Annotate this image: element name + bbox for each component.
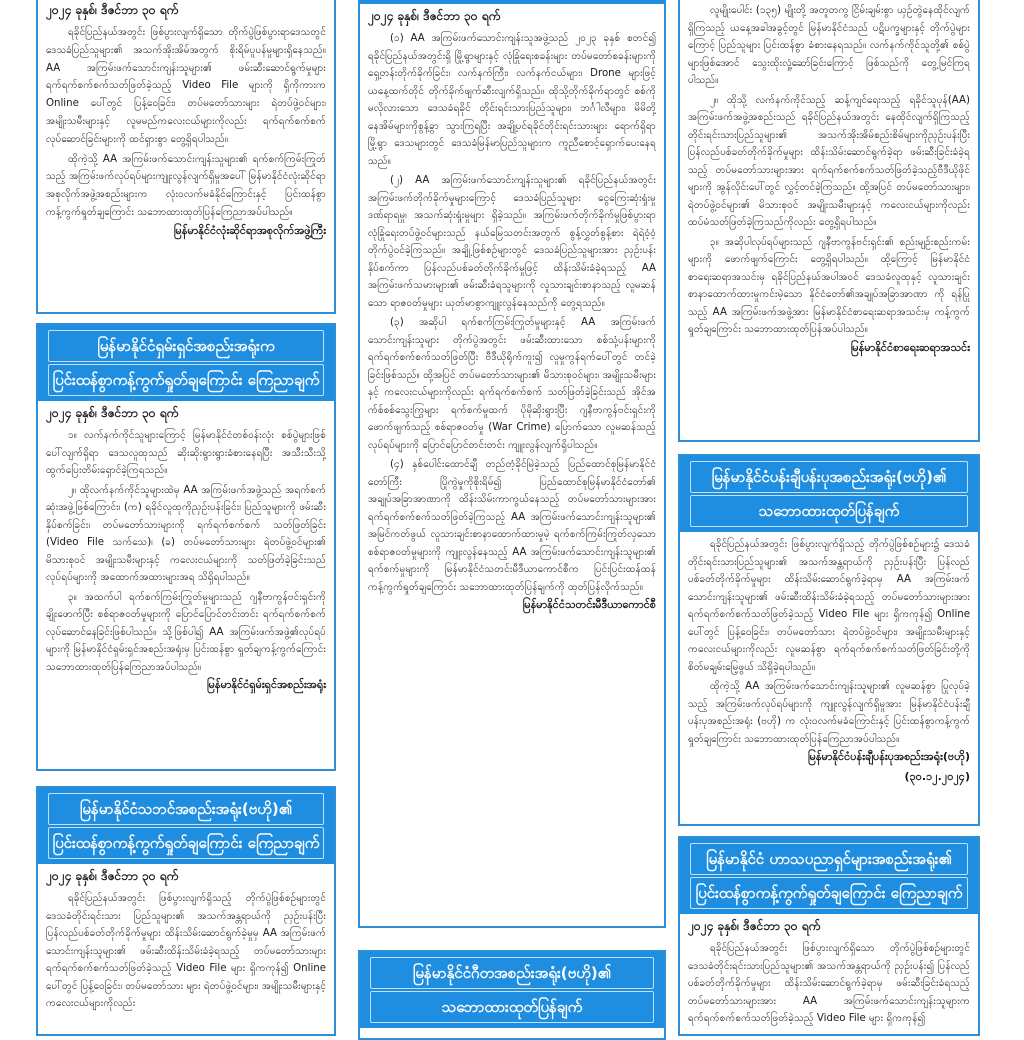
article-media-council [358, 0, 666, 928]
article-body-3: ၃။ အထက်ပါ ရက်စက်ကြမ်းကြုတ်မှုများသည် ဂျနီဗာကွန်ဗင်းရှင်းကို ချိုးဖောက်ပြီး စစ်ရာဇဝတ်မှုများကို ပြောင်ပြောင်တင်းတင်း ရက်ရက်စက်စက် လုပ်ဆောင်နေခြင်းဖြစ်ပါသည်။ သို့ဖြစ်ပါ၍ AA အကြမ်းဖက်အဖွဲ့၏လုပ်ရပ်များကို မြန်မာနိုင်ငံရှမ်းရှင်အစည်းအရုံးမှ ပြင်းထန်စွာ ရှုတ်ချကန့်ကွက်ကြောင်း သဘောထားထုတ်ပြန်ကြေညာအပ်ပါသည်။ [46, 591, 326, 673]
title-line-2: ပြင်းထန်စွာကန့်ကွက်ရှုတ်ချကြောင်း ကြေညာချက် [48, 827, 324, 859]
article-body: လူမျိုးပေါင်း (၁၃၅) မျိုးတို့ အတူတကွ ငြိမ်းချမ်းစွာ ယှဉ်တွဲနေထိုင်လျက်ရှိကြသည့် ယနေ့အခါအခွင့်တွင် မြန်မာနိုင်ငံသည် ပဋိပက္ခများနှင့် တိုက်ပွဲများကြောင့် ပြည်သူများ ပြင်းထန်စွာ ခံစားနေရသည်။ လက်နက်ကိုင်သူတို့၏ စစ်ပွဲများဖြစ်အောင် သွေးထိုးလှုံ့ဆော်ခြင်းကြောင့် ဖြစ်သည်ကို တွေ့မြင်ကြရပါသည်။ [688, 5, 970, 86]
column-3 [678, 0, 980, 1024]
signature: မြန်မာနိုင်ငံပန်းချီပန်းပုအစည်းအရုံး(ဗဟို) [807, 750, 970, 763]
signature: မြန်မာနိုင်ငံသတင်းမီဒီယာကောင်စီ [522, 598, 656, 611]
article-title [360, 952, 664, 1028]
article-writers-association [678, 0, 980, 442]
title-line-2: ပြင်းထန်စွာကန့်ကွက်ရှုတ်ချကြောင်း ကြေညာချက် [48, 364, 324, 396]
article-music-association [358, 950, 666, 1040]
title-line-1: မြန်မာနိုင်ငံသဘင်အစည်းအရုံး(ဗဟို)၏ [48, 793, 324, 825]
article-body-2: ထိုကဲ့သို့ AA အကြမ်းဖက်သောင်းကျန်းသူများ၏ လူမဆန်စွာ ပြုလုပ်ခဲ့သည့် အကြမ်းဖက်လုပ်ရပ်များကို ကျူးလွန်လျက်ရှိမှုအား မြန်မာနိုင်ငံပန်းချီပန်းပုအစည်းအရုံး (ဗဟို) က လုံးဝလက်မခံကြောင်းနှင့် ပြင်းထန်စွာကန့်ကွက်ရှုတ်ချကြောင်း သဘောထားထုတ်ပြန်ကြေညာအပ်ပါသည်။ [688, 681, 970, 745]
article-thabin-association [36, 786, 336, 1036]
article-title [680, 838, 978, 914]
title-line-1: မြန်မာနိုင်ငံ ဟာသပညာရှင်များအစည်းအရုံး၏ [690, 843, 968, 875]
article-comedians-association [678, 836, 980, 1036]
dateline: ၂၀၂၄ ခုနှစ်၊ ဒီဇင်ဘာ ၃၀ ရက် [368, 9, 501, 23]
dateline: ၂၀၂၄ ခုနှစ်၊ ဒီဇင်ဘာ ၃၀ ရက် [688, 919, 821, 933]
article-body-3: ၃။ အဆိုပါလုပ်ရပ်များသည် ဂျနီဗာကွန်ဗင်းရှင်း၏ စည်းမျဉ်းစည်းကမ်းများကို ဖောက်ဖျက်ကြောင်း တွေ့ရှိရပါသည်။ ထို့ကြောင့် မြန်မာနိုင်ငံစာရေးဆရာအသင်းမှ ရခိုင်ပြည်နယ်အပါအဝင် ဒေသခံလူထုနှင့် လူသားချင်းစာနာထောက်ထားမှုကင်းမဲ့သော နိုင်ငံတော်၏အချုပ်အခြာအာဏာ ကို ရန်ပြုသည့် AA အကြမ်းဖက်အဖွဲ့အား မြန်မာနိုင်ငံစာရေးဆရာအသင်းမှ ကန့်ကွက်ရှုတ်ချကြောင်း သဘောထားထုတ်ပြန်အပ်ပါသည်။ [688, 236, 970, 335]
article-body: (၁) AA အကြမ်းဖက်သောင်းကျန်းသူအဖွဲ့သည် ၂၀၂၃ ခုနှစ် စတင်၍ ရခိုင်ပြည်နယ်အတွင်းရှိ မြို့ရွာများနှင့် လုံခြုံရေးစခန်းများ တပ်မတော်စခန်းများကို ရှေ့တန်းတိုက်ခိုက်ခြင်း၊ လက်နက်ကြီး၊ လက်နက်ငယ်များ၊ Drone များဖြင့် ယနေ့ထက်တိုင် တိုက်ခိုက်ဖျက်ဆီးလျက်ရှိသည်။ ထိုသို့တိုက်ခိုက်ရာတွင် စစ်ကိုမလိုလားသော ဒေသခံရခိုင် တိုင်းရင်းသားပြည်သူများ၊ ဘင်္ဂါလီများ၊ မိမိတို့နေအိမ်များကိုစွန့်ခွာ သွားကြရပြီး အချို့ပင်ရခိုင်တိုင်းရင်းသားများ ရောက်ရှိရာ မြို့ရွာ ဒေသများတွင် ဒေသခံမြန်မာပြည်သူများက ကူညီစောင့်ရှောက်ပေးနေရသည်။ [368, 33, 656, 167]
article-body-2: (၂) AA အကြမ်းဖက်သောင်းကျန်းသူများ၏ ရခိုင်ပြည်နယ်အတွင်း အကြမ်းဖက်တိုက်ခိုက်မှုများကြောင့် ဒေသခံပြည်သူများ ငွေကြေးဆုံးရှုံးမှု ဒဏ်ရာရမှု၊ အသက်ဆုံးရှုံးမှုများ ရှိခဲ့သည်။ အကြမ်းဖက်တိုက်ခိုက်မှုဖြစ်ပွားရာ လုံခြုံရေးတပ်ဖွဲ့ဝင်များသည် နယ်မြေသတင်းအတွက် စွန့်လွှတ်စွန့်စား ရဲရဲဝံ့ဝံ့တိုက်ပွဲဝင်ခဲ့ကြသည်။ အချို့ဖြစ်စဉ်များတွင် ဒေသခံပြည်သူများအား ညှဉ်းပန်းနှိပ်စက်ကာ ပြန်လည်ပစ်ခတ်တိုက်ခိုက်မှုဖြင့် ထိန်းသိမ်းခံခဲ့ရသည့် AA အကြမ်းဖက်သမားများ၏ ဖမ်းဆီးခံရသူများကို လူသားချင်းစာနာသည့် လူမဆန်သော ရာဇဝတ်မှုများ ယုတ်မာစွာကျူးလွန်နေသည်ကို တွေ့ရသည်။ [368, 175, 656, 309]
article-body: ရခိုင်ပြည်နယ်အတွင်း ဖြစ်ပွားလျက်ရှိသည့် တိုက်ပွဲဖြစ်စဉ်များတွင် ဒေသခံတိုင်းရင်းသား ပြည်သူများ၏ အသက်အန္တရာယ်ကို ညှဉ်းပန်းပြီး ပြန်လည်ပစ်ခတ်တိုက်ခိုက်မှုများ ထိန်းသိမ်းဆောင်ရွက်ခဲ့မှုမှ AA အကြမ်းဖက်သောင်းကျန်းသူများ၏ ဖမ်းဆီးထိန်းသိမ်းခံခဲ့ရသည့် တပ်မတော်သားများ ရက်ရက်စက်စက်သတ်ဖြတ်ခဲ့သည့် Video File များ ရှိကကုန်၍ Online ပေါ်တွင် ပြန့်ဝေခြင်း၊ တပ်မတော်သား များ ရဲတပ်ဖွဲ့ဝင်များ၊ အမျိုးသမီးများနှင့် ကလေးငယ်များကိုလည်း [46, 893, 326, 1009]
article-title [38, 788, 334, 864]
title-line-2: သဘောထားထုတ်ပြန်ချက် [690, 495, 968, 527]
dateline: ၂၀၂၄ ခုနှစ်၊ ဒီဇင်ဘာ ၃၀ ရက် [46, 406, 179, 420]
statement-date: (၃၀.၁၂.၂၀၂၄) [904, 770, 970, 783]
article-body-2: ၂။ ထိုလက်နက်ကိုင်သူများထဲမှ AA အကြမ်းဖက်အဖွဲ့သည် အရက်စက်ဆုံးအဖွဲ့ဖြစ်ကြောင်း၊ (က) ရခိုင်လူထုကိုညှဉ်းပန်းခြင်း၊ ပြည်သူများကို ဖမ်းဆီးနှိပ်စက်ခြင်း၊ တပ်မတော်သားများကို ရက်ရက်စက်စက် သတ်ဖြတ်ခြင်း (Video File သက်သေ)၊ (ခ) တပ်မတော်သားများ ရဲတပ်ဖွဲ့ဝင်များ၏ မိသားစုဝင် အမျိုးသမီးများနှင့် ကလေးငယ်များကို သတ်ဖြတ်ခဲ့ခြင်းသည် လုပ်ရပ်များကို အထောက်အထားများအရ သိရှိရပါသည်။ [46, 484, 326, 583]
article-shan-association [36, 323, 336, 771]
signature: မြန်မာနိုင်ငံရှမ်းရှင်အစည်းအရုံး [206, 678, 326, 691]
column-1 [36, 0, 336, 1024]
article-body-4: (၄) နှစ်ပေါင်းထောင်ချီ တည်တံ့ခိုင်မြဲခဲ့သည့် ပြည်ထောင်စုမြန်မာနိုင်ငံတော်ကြီး ပြိုကွဲမှုကိုစိုးရိမ်၍ ပြည်ထောင်စုမြန်မာနိုင်ငံတော်၏ အချုပ်အခြာအာဏာကို ထိန်းသိမ်းကာကွယ်နေသည့် တပ်မတော်သားများအား ရက်ရက်စက်စက်သတ်ဖြတ်ခဲ့ကြသည့် AA အကြမ်းဖက်သောင်းကျန်းသူများ၏ အမြင်ကတ်ဖွယ် လူသားချင်းစာနာထောက်ထားမှုမဲ့ ရက်စက်ကြမ်းကြုတ်လှသော စစ်ရာဇဝတ်မှုများကို ကျူးလွန်နေသည့် AA အကြမ်းဖက်သောင်းကျန်းသူများ၏ ရက်စက်မှုများကို မြန်မာနိုင်ငံသတင်းမီဒီယာကောင်စီက ပြင်းပြင်းထန်ထန် ကန့်ကွက်ရှုတ်ချကြောင်း သဘောထားထုတ်ပြန်ချက်ကို ထုတ်ပြန်လိုက်သည်။ [368, 459, 656, 593]
article-body: ရခိုင်ပြည်နယ်အတွင်း ဖြစ်ပွားလျက်ရှိသော တိုက်ပွဲဖြစ်ပွားရာဒေသတွင် ဒေသခံပြည်သူများ၏ အသက်အိုးအိမ်အတွက် စိုးရိမ်ပူပန်မှုများရှိနေသည်။ AA အကြမ်းဖက်သောင်းကျန်းသူများ၏ ဖမ်းဆီးဆောင်ရွက်မှုများ ရက်ရက်စက်စက်သတ်ဖြတ်ခဲ့သည့် Video File များကို ရှိကိုကားက Online ပေါ်တွင် ပြန့်ဝေခြင်း၊ တပ်မတော်သားများ ရဲတပ်ဖွဲ့ဝင်များ၊ အမျိုးသမီးများနှင့် လူမမည်ကလေးငယ်များကိုလည်း ရက်ရက်စက်စက်လုပ်ဆောင်ခြင်းများကို ထင်ရှားစွာ တွေ့ရှိရပါသည်။ [46, 27, 326, 145]
article-body: ရခိုင်ပြည်နယ်အတွင်း ဖြစ်ပွားလျက်ရှိသော တိုက်ပွဲဖြစ်စဉ်များတွင် ဒေသခံတိုင်းရင်းသားပြည်သူများ၏ အသက်အန္တရာယ်ကို ညှဉ်းပန်း၍ ပြန်လည် ပစ်ခတ်တိုက်ခိုက်မှုများ ထိန်းသိမ်းဆောင်ရွက်ခဲ့ရာမှ ဖမ်းဆီးခြင်းခံရသည့် တပ်မတော်သားများအား AA အကြမ်းဖက်သောင်းကျန်းသူများက ရက်ရက်စက်စက်သတ်ဖြတ်ခဲ့သည့် Video File များ ရှိကကုန်၍ [688, 943, 970, 1024]
title-line-2: ပြင်းထန်စွာကန့်ကွက်ရှုတ်ချကြောင်း ကြေညာချက် [690, 877, 968, 909]
article-literacy-association [36, 0, 336, 314]
article-body-2: ၂။ ထိုသို့ လက်နက်ကိုင်သည့် ဆန့်ကျင်ရေးသည့် ရခိုင်သူပုန်(AA) အကြမ်းဖက်အဖွဲ့အစည်းသည် ရခိုင်ပြည်နယ်အတွင်း နေထိုင်လျက်ရှိကြသည့် တိုင်းရင်းသားပြည်သူများ၏ အသက်အိုးအိမ်စည်းစိမ်များကိုညှဉ်းပန်းပြီး ပြန်လည်ပစ်ခတ်တိုက်ခိုက်မှုများ ထိန်းသိမ်းဆောင်ရွက်ခဲ့ရာ ဖမ်းဆီးခြင်းခံခဲ့ရသည့် တပ်မတော်သားများအား ရက်ရက်စက်စက်သတ်ဖြတ်ခဲ့သည့်ဗီဒီယိုဖိုင်များကို အွန်လိုင်းပေါ်တွင် လွှင့်တင်ခဲ့ကြသည်။ ထို့အပြင် တပ်မတော်သားများ၊ ရဲတပ်ဖွဲ့ဝင်များ၏ မိသားစုဝင် အမျိုးသမီးများနှင့် ကလေးငယ်များကိုလည်း ထပ်မံသတ်ဖြတ်ခဲ့ကြသည်ကိုလည်း တွေ့ရှိရပါသည်။ [688, 94, 970, 228]
title-line-1: မြန်မာနိုင်ငံဂီတအစည်းအရုံး(ဗဟို)၏ [370, 957, 654, 989]
dateline: ၂၀၂၄ ခုနှစ်၊ ဒီဇင်ဘာ ၃၀ ရက် [46, 869, 179, 883]
column-2 [358, 0, 666, 1024]
dateline: ၂၀၂၄ ခုနှစ်၊ ဒီဇင်ဘာ ၃၀ ရက် [46, 3, 179, 17]
title-line-1: မြန်မာနိုင်ငံပန်းချီပန်းပုအစည်းအရုံး(ဗဟို)၏ [690, 461, 968, 493]
title-line-1: မြန်မာနိုင်ငံရှမ်းရှင်အစည်းအရုံးက [48, 330, 324, 362]
article-title [680, 456, 978, 532]
signature: မြန်မာနိုင်ငံလုံးဆိုင်ရာအစုလိုက်အဖွဲ့ကြီး [173, 223, 326, 237]
article-body-2: ထိုကဲ့သို့ AA အကြမ်းဖက်သောင်းကျန်းသူများ၏ ရက်စက်ကြမ်းကြုတ်သည့် အကြမ်းဖက်လုပ်ရပ်များကျူးလွန်လျက်ရှိမှုအပေါ် မြန်မာနိုင်ငံလုံးဆိုင်ရာ အစုလိုက်အဖွဲ့အစည်းများက လုံးဝလက်မခံနိုင်ကြောင်းနှင့် ပြင်းထန်စွာ ကန့်ကွက်ရှုတ်ချကြောင်း သဘောထားထုတ်ပြန်ကြေညာအပ်ပါသည်။ [46, 153, 326, 218]
article-body: ရခိုင်ပြည်နယ်အတွင်း ဖြစ်ပွားလျက်ရှိသည့် တိုက်ပွဲဖြစ်စဉ်များ၌ ဒေသခံတိုင်းရင်းသားပြည်သူများ၏ အသက်အန္တရာယ်ကို ညှဉ်းပန်းပြီး ပြန်လည်ပစ်ခတ်တိုက်ခိုက်မှုများ ထိန်းသိမ်းဆောင်ရွက်ခဲ့ရာမှ AA အကြမ်းဖက်သောင်းကျန်းသူများ၏ ဖမ်းဆီးထိန်းသိမ်းခံခဲ့ရသည့် တပ်မတော်သားများအား ရက်ရက်စက်စက်သတ်ဖြတ်ခဲ့သည့် Video File များ ရှိကကုန်၍ Online ပေါ်တွင် ပြန့်ဝေခြင်း၊ တပ်မတော်သား ရဲတပ်ဖွဲ့ဝင်များ၊ အမျိုးသမီးများနှင့် ကလေးငယ်များကိုလည်း လူမဆန်စွာ ရက်ရက်စက်စက်သတ်ဖြတ်ခြင်းတို့ကို စိတ်မချမ်းမြေ့ဖွယ် သိရှိခဲ့ရပါသည်။ [688, 539, 970, 673]
article-body: ၁။ လက်နက်ကိုင်သူများကြောင့် မြန်မာနိုင်ငံတစ်ဝန်းလုံး စစ်ပွဲများဖြစ်ပေါ်လျက်ရှိရာ ဒေသလူထုသည် ဆိုးဆိုးရွားရွားခံစားနေရပြီး အသီးသီးသို့ ထွက်ပြေးတိမ်းရှောင်ခဲ့ကြရသည်။ [46, 430, 326, 476]
title-line-2: သဘောထားထုတ်ပြန်ချက် [370, 991, 654, 1023]
signature: မြန်မာနိုင်ငံစာရေးဆရာအသင်း [850, 340, 970, 354]
article-painting-sculpture-association [678, 454, 980, 826]
article-title [38, 325, 334, 401]
article-body-3: (၃) အဆိုပါ ရက်စက်ကြမ်းကြုတ်မှုများနှင့် AA အကြမ်းဖက်သောင်းကျန်းသူများ တိုက်ပွဲအတွင်း ဖမ်းဆီးထားသော စစ်သုံ့ပန်းများကို ရက်ရက်စက်စက်သတ်ဖြတ်ပြီး ဗီဒီယိုရိုက်ကူး၍ လူမှုကွန်ရက်ပေါ်တွင် တင်ခဲ့ခြင်းဖြစ်သည်။ ထို့အပြင် တပ်မတော်သားများ၏ မိသားစုဝင်များ၊ အမျိုးသမီးများနှင့် ကလေးငယ်များကိုလည်း ရက်ရက်စက်စက် သတ်ဖြတ်ခဲ့ခြင်းသည် အိုင်အက်စ်စစ်သွေးကြွများ ရက်စက်မှုထက် ပိုမိုဆိုးရွားပြီး ဂျနီဗာကွန်ဗင်းရှင်းကို ဖောက်ဖျက်သည့် စစ်ရာဇဝတ်မှု (War Crime) ပြောက်သော လူမဆန်သည့်လုပ်ရပ်များကို ပြောင်ပြောင်တင်းတင်း ကျူးလွန်လျက်ရှိပါသည်။ [368, 317, 656, 451]
